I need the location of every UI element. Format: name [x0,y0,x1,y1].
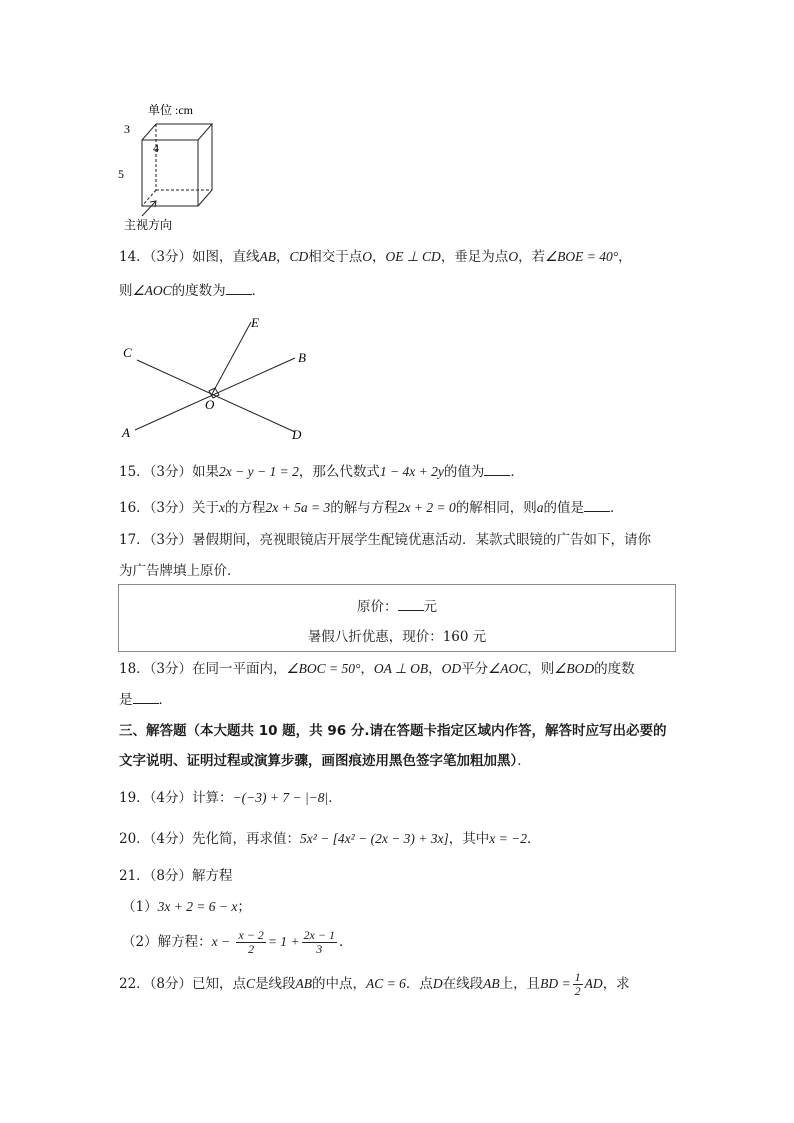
q18-text: 18．（3分）在同一平面内， [119,661,287,677]
q18-text: ，则 [527,661,555,677]
q20-expression: 5x² − [4x² − (2x − 3) + 3x] [300,831,449,846]
q14-text: 相交于点 [308,249,363,265]
q16-equation2: 2x + 2 = 0 [397,500,456,515]
q18-math: OA ⊥ OB [373,661,429,676]
q14-cd: CD [289,249,309,264]
q14-text: ， [372,249,386,265]
q20-value: x = −2 [489,831,528,846]
q19-text: ． [328,790,342,806]
intersecting-lines-figure [115,310,315,445]
label-a: A [122,425,130,440]
q20-line [119,829,541,849]
q22-math: D [432,976,443,991]
label-b: B [298,350,306,365]
q18-text: 平分 [461,661,489,677]
q14-ab: AB [259,249,277,264]
q22-math: AB [295,976,313,991]
fraction-numerator: 2x − 1 [303,928,335,942]
dim-height: 5 [118,167,124,181]
view-direction-caption: 主视方向 [124,218,173,232]
fraction-denominator: 2 [248,942,255,956]
section3-heading-line2 [119,751,531,771]
q15-text: ，那么代数式 [298,464,380,480]
q22-math: AD [584,976,603,991]
q15-equation: 2x − y − 1 = 2 [219,464,299,479]
answer-blank [226,280,252,295]
ad-original-price [119,595,675,615]
q21-title: 21．（8分）解方程 [119,868,233,884]
ad-text: 元 [423,599,437,615]
q17-line1: 17．（3分）暑假期间，亮视眼镜店开展学生配镜优惠活动．某款式眼镜的广告如下，请你 [119,532,652,548]
label-c: C [123,345,132,360]
q22-math: AB [483,976,500,991]
fraction-denominator: 2 [574,984,581,998]
q18-text: ， [428,661,442,677]
q16-var: x [219,500,226,515]
q21-text: ； [237,899,251,915]
q16-line [119,497,623,518]
q14-text: ，垂足为点 [440,249,509,265]
q22-text: 在线段 [442,976,484,992]
q18-math: OD [441,661,462,676]
q16-text: ． [609,500,624,516]
box-figure [112,100,222,235]
q19-text: 19．（4分）计算： [119,790,233,806]
q18-math: ∠BOC = 50° [286,661,361,676]
q14-angle-boe: ∠BOE = 40° [545,249,619,264]
q17-line2: 为广告牌填上原价． [119,563,241,579]
q21-math: = 1 + [267,934,300,949]
answer-blank [133,689,159,704]
q16-text: 的方程 [225,500,266,516]
q14-text: ，若 [518,249,546,265]
q14-line1 [119,247,632,267]
fraction-numerator: 1 [574,970,581,984]
q14-oe-cd: OE ⊥ CD [385,249,441,264]
q22-text: ．点 [405,976,433,992]
answer-blank [398,596,424,611]
q14-o: O [508,249,519,264]
q18-math: ∠BOD [554,661,595,676]
q14-line2 [119,280,265,301]
q20-text: ，其中 [448,831,490,847]
q18-math: ∠AOC [488,661,528,676]
q18-line1 [119,659,635,679]
dim-width: 4 [153,141,159,155]
section3-text: ． [517,753,531,769]
q19-expression: −(−3) + 7 − |−8| [232,790,329,805]
q22-text: 22．（8分）已知，点 [119,976,247,992]
q20-text: 20．（4分）先化简，再求值： [119,831,301,847]
unit-label: 单位 :cm [148,103,193,117]
q16-text: 的解与方程 [330,500,398,516]
fraction [573,971,583,998]
q22-math: AC = 6 [366,976,406,991]
q15-text: 的值为 [443,464,485,480]
q21-text: （1） [122,899,158,915]
q22-text: 的中点， [312,976,367,992]
q16-var: a [536,500,544,515]
q16-text: 的解相同，则 [455,500,537,516]
q20-text: ． [527,831,541,847]
section3-text: 文字说明、证明过程或演算步骤，画图痕迹用黑色签字笔加粗加黑） [119,753,518,769]
ad-text: 原价： [357,599,398,615]
fraction-numerator: x − 2 [238,928,264,942]
q14-text: ． [251,283,266,299]
dim-depth: 3 [124,122,130,136]
q18-line2 [119,689,172,710]
q21-part1 [122,897,251,917]
q18-text: 的度数 [594,661,635,677]
q14-o: O [362,249,373,264]
q15-line [119,461,524,482]
answer-blank [584,497,610,512]
label-d: D [292,427,302,442]
fraction [236,929,265,956]
q16-text: 的值是 [543,500,584,516]
q19-line [119,788,342,808]
q16-text: 16．（3分）关于 [119,500,220,516]
q18-text: 是 [119,692,133,708]
section3-heading-line1: 三、解答题（本大题共 10 题，共 96 分.请在答题卡指定区域内作答，解答时应写出必要的 [119,723,667,739]
q21-text: （2）解方程： [122,934,212,950]
label-o: O [205,397,215,412]
q22-math: BD = [540,976,571,991]
q22-text: 上，且 [499,976,541,992]
fraction-denominator: 3 [316,942,323,956]
q14-text: 14．（3分）如图，直线 [119,249,260,265]
ad-board [118,584,676,652]
label-e: E [251,315,259,330]
q15-text: 15．（3分）如果 [119,464,220,480]
q14-text: ， [276,249,290,265]
q14-text: 的度数为 [171,283,226,299]
fraction [302,929,337,956]
answer-blank [484,461,510,476]
q21-part2 [122,926,352,958]
q22-math: C [246,976,256,991]
q18-text: ． [158,692,172,708]
q18-text: ， [360,661,374,677]
q22-text: 是线段 [255,976,296,992]
q15-text: ． [510,464,524,480]
q14-text: ， [618,249,632,265]
q14-text: 则 [119,283,133,299]
ad-discount: 暑假八折优惠，现价：160 元 [307,629,487,645]
q16-equation1: 2x + 5a = 3 [265,500,331,515]
q22-text: ，求 [602,976,630,992]
q15-expression: 1 − 4x + 2y [379,464,444,479]
q22-line [119,968,630,1000]
q21-equation: 3x + 2 = 6 − x [157,899,238,914]
q14-angle-aoc: ∠AOC [132,283,172,298]
q21-math: x − [211,934,231,949]
q21-text: ． [338,934,353,950]
